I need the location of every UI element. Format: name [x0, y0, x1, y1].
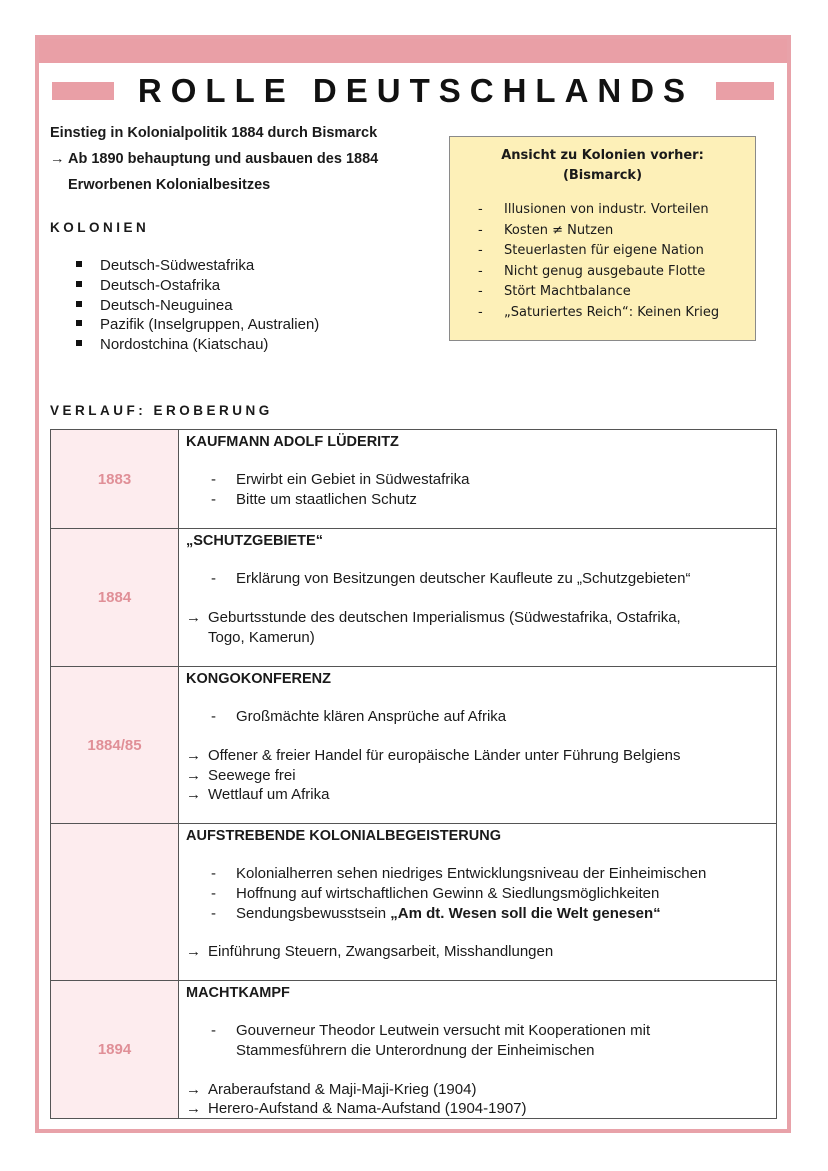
verlauf-heading: VERLAUF: EROBERUNG	[50, 403, 273, 418]
arrow-icon: →	[186, 943, 201, 961]
list-item	[478, 303, 755, 324]
year-cell: 1884/85	[51, 667, 179, 823]
dash-point	[186, 884, 776, 904]
list-item-text: Nicht genug ausgebaute Flotte	[504, 263, 706, 279]
timeline-table	[50, 429, 777, 1119]
list-item	[478, 241, 755, 262]
square-bullet-icon	[76, 301, 82, 307]
intro-line-2: → Ab 1890 behauptung und ausbauen des 1884	[50, 151, 379, 167]
list-item	[76, 276, 319, 296]
dash-point	[186, 569, 776, 589]
arrow-icon: →	[186, 786, 201, 804]
dash-point	[186, 707, 776, 727]
list-item-text: Deutsch-Neuguinea	[100, 296, 233, 314]
intro-text	[50, 120, 430, 198]
point-text: Großmächte klären Ansprüche auf Afrika	[236, 708, 507, 725]
list-item-text: Pazifik (Inselgruppen, Australien)	[100, 316, 320, 334]
result-line	[186, 766, 776, 786]
infobox-heading-line-1: Ansicht zu Kolonien vorher:	[501, 148, 704, 163]
row-content	[179, 667, 776, 823]
row-title: AUFSTREBENDE KOLONIALBEGEISTERUNG	[186, 828, 501, 844]
dash-bullet: -	[211, 865, 216, 882]
dash-bullet: -	[211, 708, 216, 725]
result-text: Wettlauf um Afrika	[208, 786, 330, 804]
list-item-text: Steuerlasten für eigene Nation	[504, 243, 704, 258]
table-row	[51, 667, 776, 824]
result-text: Einführung Steuern, Zwangsarbeit, Misshandlungen	[208, 943, 554, 961]
arrow-icon: →	[186, 608, 201, 626]
page-title: ROLLE DEUTSCHLANDS	[137, 72, 695, 109]
result-text: Araberaufstand & Maji-Maji-Krieg (1904)	[208, 1080, 477, 1098]
arrow-icon: →	[186, 766, 201, 784]
dash-bullet: -	[478, 243, 483, 258]
dash-bullet: -	[211, 884, 216, 902]
dash-bullet: -	[211, 471, 216, 488]
year-cell: 1894	[51, 981, 179, 1118]
list-item-text: Deutsch-Südwestafrika	[100, 257, 255, 274]
list-item	[76, 256, 319, 276]
result-text: Herero-Aufstand & Nama-Aufstand (1904-1907)	[208, 1100, 527, 1118]
table-row	[51, 430, 776, 529]
dash-bullet: -	[478, 304, 483, 320]
dash-point	[186, 1021, 776, 1041]
list-item	[76, 315, 319, 335]
point-text: Erklärung von Besitzungen deutscher Kaufleute zu „Schutzgebieten“	[236, 570, 691, 587]
list-item	[478, 221, 755, 242]
result-line	[186, 785, 776, 805]
point-text: Sendungsbewusstsein	[236, 904, 391, 922]
row-content	[179, 981, 776, 1118]
year-cell	[51, 824, 179, 980]
title-accent-left	[52, 82, 114, 100]
result-line	[186, 1099, 776, 1119]
list-item-text: Illusionen von industr. Vorteilen	[504, 202, 709, 217]
row-title: KAUFMANN ADOLF LÜDERITZ	[186, 434, 399, 450]
table-row	[51, 981, 776, 1118]
kolonien-heading: KOLONIEN	[50, 220, 150, 235]
row-title: „SCHUTZGEBIETE“	[186, 533, 323, 549]
dash-bullet: -	[211, 490, 216, 508]
bismarck-view-box	[449, 136, 756, 341]
dash-bullet: -	[478, 284, 483, 299]
point-text: Erwirbt ein Gebiet in Südwestafrika	[236, 471, 470, 488]
list-item-text: Deutsch-Ostafrika	[100, 276, 221, 294]
year-cell: 1883	[51, 430, 179, 528]
square-bullet-icon	[76, 340, 82, 346]
point-continuation: Stammesführern die Unterordnung der Einheimischen	[236, 1041, 595, 1059]
intro-line-1: Einstieg in Kolonialpolitik 1884 durch Bismarck	[50, 125, 378, 141]
point-text: Kolonialherren sehen niedriges Entwicklungsniveau der Einheimischen	[236, 865, 707, 882]
result-text: Geburtsstunde des deutschen Imperialismus (Südwestafrika, Ostafrika,	[208, 608, 681, 626]
result-text: Seewege frei	[208, 766, 296, 784]
dash-bullet: -	[211, 1022, 216, 1039]
square-bullet-icon	[76, 320, 82, 326]
list-item-text: Kosten ≠ Nutzen	[504, 222, 614, 238]
list-item-text: Nordostchina (Kiatschau)	[100, 336, 269, 354]
list-item	[76, 335, 319, 355]
square-bullet-icon	[76, 281, 82, 287]
table-row	[51, 529, 776, 667]
title-row	[52, 72, 774, 110]
result-line	[186, 608, 776, 628]
title-accent-right	[716, 82, 774, 100]
row-content	[179, 824, 776, 980]
dash-bullet: -	[211, 570, 216, 587]
square-bullet-icon	[76, 261, 82, 267]
infobox-list	[478, 200, 755, 323]
arrow-icon: →	[186, 1100, 201, 1118]
year-cell: 1884	[51, 529, 179, 666]
result-text: Offener & freier Handel für europäische Länder unter Führung Belgiens	[208, 746, 681, 764]
dash-bullet: -	[478, 202, 483, 217]
result-line	[186, 942, 776, 962]
dash-point	[186, 904, 776, 924]
infobox-heading-line-2: (Bismarck)	[562, 168, 643, 183]
result-continuation: Togo, Kamerun)	[208, 628, 315, 646]
row-title: KONGOKONFERENZ	[186, 671, 331, 687]
table-row	[51, 824, 776, 981]
list-item	[478, 282, 755, 303]
list-item-text: Stört Machtbalance	[504, 284, 631, 299]
result-line	[186, 746, 776, 766]
row-content	[179, 529, 776, 666]
list-item	[478, 262, 755, 283]
kolonien-list	[76, 256, 319, 355]
infobox-heading	[450, 146, 755, 186]
list-item-text: „Saturiertes Reich“: Keinen Krieg	[504, 304, 720, 320]
dash-bullet: -	[478, 263, 483, 279]
point-text: Gouverneur Theodor Leutwein versucht mit Kooperationen mit	[236, 1022, 651, 1039]
arrow-icon: →	[186, 746, 201, 764]
dash-point	[186, 470, 776, 490]
point-text: Bitte um staatlichen Schutz	[236, 490, 417, 508]
dash-bullet: -	[478, 222, 483, 238]
list-item	[478, 200, 755, 221]
row-content	[179, 430, 776, 528]
point-text: Hoffnung auf wirtschaftlichen Gewinn & Siedlungsmöglichkeiten	[236, 884, 660, 902]
list-item	[76, 296, 319, 316]
dash-point	[186, 864, 776, 884]
result-line	[186, 1080, 776, 1100]
row-title: MACHTKAMPF	[186, 985, 290, 1001]
intro-line-3: Erworbenen Kolonialbesitzes	[68, 177, 271, 193]
dash-bullet: -	[211, 904, 216, 922]
motto-text: „Am dt. Wesen soll die Welt genesen“	[390, 904, 661, 922]
dash-point	[186, 490, 776, 510]
arrow-icon: →	[186, 1080, 201, 1098]
